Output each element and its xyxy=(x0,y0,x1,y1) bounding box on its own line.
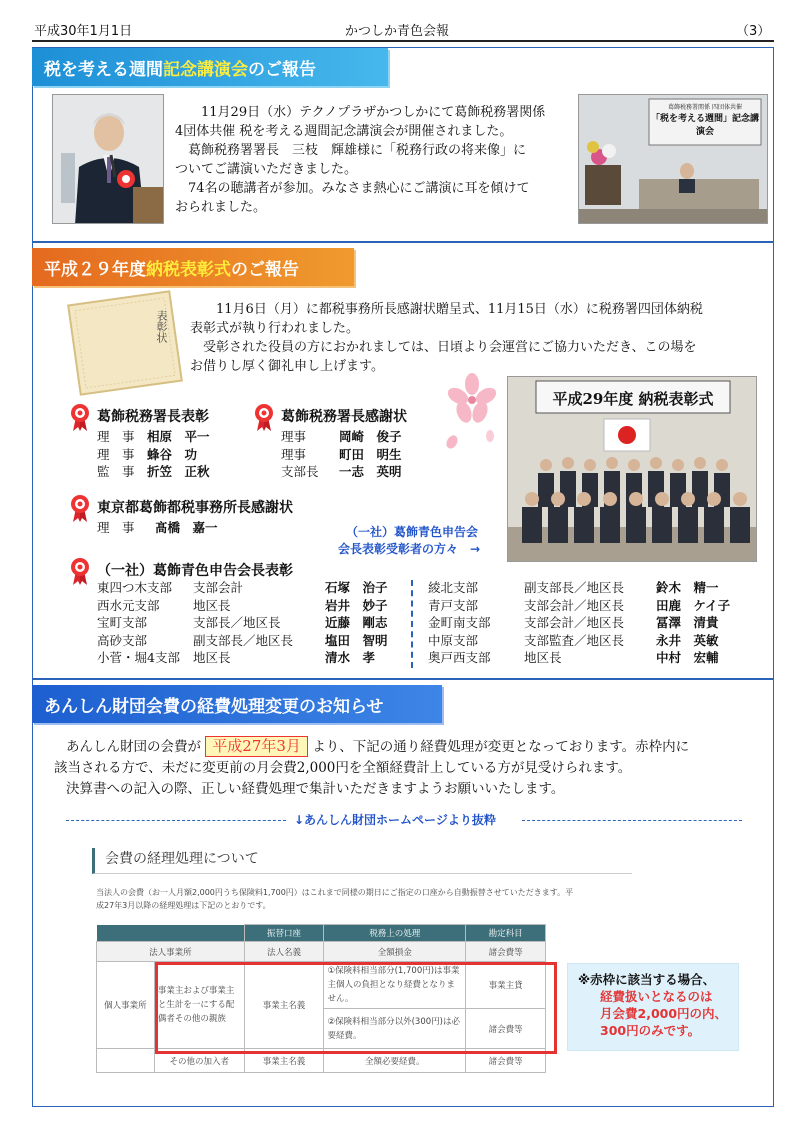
header-rule xyxy=(32,40,774,42)
award4-row: 中原支部 支部監査／地区長 永井 英敏 xyxy=(428,632,719,648)
table-row: 個人事業所 事業主および事業主と生計を一にする配偶者その他の親族 事業主名義 ①保険料相当部分(1,700円)は事業主個人の負担となり経費となりません。 事業主貸 xyxy=(97,962,546,1009)
award4-row: 金町南支部 支部会計／地区長 冨澤 清貴 xyxy=(428,615,719,631)
section2-line-2: 表彰式が執り行われました。 xyxy=(190,321,360,336)
section-divider-1 xyxy=(32,241,774,243)
cherry-blossom-decoration xyxy=(440,372,504,454)
section3-banner xyxy=(32,685,442,723)
award2-row: 支部長 一志 英明 xyxy=(281,464,402,480)
section-divider-2 xyxy=(32,678,774,680)
speaker-photo xyxy=(52,94,164,224)
award4-row: 宝町支部 支部長／地区長 近藤 剛志 xyxy=(97,615,388,631)
section1-body xyxy=(175,103,575,217)
award1-row: 監 事 折笠 正秋 xyxy=(97,464,210,480)
award4-row: 青戸支部 支部会計／地区長 田鹿 ケイ子 xyxy=(428,597,731,613)
award2-row: 理事 岡崎 俊子 xyxy=(281,429,402,444)
section2-line-3: 受彰された役員の方におかれましては、日頃より会運営にご協力いただき、この場を xyxy=(203,340,697,355)
award4-row: 高砂支部 副支部長／地区長 塩田 智明 xyxy=(97,632,388,648)
table-row: その他の加入者 事業主名義 全額必要経費。 諸会費等 xyxy=(97,1049,546,1073)
section1-title-highlight: 記念講演会 xyxy=(163,59,248,80)
photo-caption-line-2: 会長表彰受彰者の方々 → xyxy=(338,542,481,556)
section3-body xyxy=(54,736,764,800)
rosette-icon xyxy=(70,403,90,435)
section3-line-1: あんしん財団の会費が 平成27年3月 より、下記の通り経費処理が変更となっております。赤枠内に xyxy=(66,737,690,755)
issue-date: 平成30年1月1日 xyxy=(34,24,133,39)
lecture-sign-small: 葛飾税務署関係 四団体共催 xyxy=(668,104,742,111)
award1-list xyxy=(97,428,210,481)
award4-right-list xyxy=(428,579,730,667)
note-box xyxy=(567,963,739,1051)
section1-line-6: おられました。 xyxy=(175,200,267,215)
column-divider xyxy=(411,580,413,668)
section3-title: あんしん財団会費の経費処理変更のお知らせ xyxy=(44,696,384,717)
section1-line-3: 葛飾税務署署長 三枝 輝雄様に「税務行政の将来像」に xyxy=(188,143,527,158)
award4-left-list xyxy=(97,579,388,667)
section1-line-5: 74名の聴講者が参加。みなさま熱心にご講演に耳を傾けて xyxy=(188,181,530,196)
table-row: ②保険料相当部分以外(300円)は必要経費。 諸会費等 xyxy=(97,1009,546,1049)
header-account-title: 勘定科目 xyxy=(466,925,546,942)
award1-title: 葛飾税務署長表彰 xyxy=(97,409,209,425)
award4-row: 東四つ木支部 支部会計 石塚 治子 xyxy=(97,580,388,595)
source-note: ↓あんしん財団ホームページより抜粋 xyxy=(294,813,496,827)
section1-line-1: 11月29日（水）テクノプラザかつしかにて葛飾税務署関係 xyxy=(201,105,546,120)
section3-line-2: 該当される方で、未だに変更前の月会費2,000円を全額経費計上している方が見受けられます。 xyxy=(54,760,632,776)
award3-row: 理 事 髙橋 嘉一 xyxy=(97,520,218,535)
section2-banner xyxy=(32,248,354,286)
section1-line-2: 4団体共催 税を考える週間記念講演会が開催されました。 xyxy=(175,124,513,139)
rosette-icon xyxy=(254,403,274,435)
note-line-2: 経費扱いとなるのは xyxy=(600,989,713,1004)
note-line-3: 月会費2,000円の内、 xyxy=(600,1006,728,1021)
award4-row: 奥戸西支部 地区長 中村 宏輔 xyxy=(428,650,719,666)
award4-row: 西水元支部 地区長 岩井 妙子 xyxy=(97,597,388,613)
note-line-4: 300円のみです。 xyxy=(600,1023,701,1038)
rosette-icon xyxy=(70,557,90,589)
award3-list xyxy=(97,519,218,537)
header-account: 振替口座 xyxy=(244,925,324,942)
award2-list xyxy=(281,428,402,481)
award-group-photo xyxy=(507,376,757,562)
award1-row: 理 事 蜂谷 功 xyxy=(97,446,198,462)
excerpt-intro-line-2: 成27年3月以降の経理処理は下記のとおりです。 xyxy=(96,901,271,910)
section1-title-pre: 税を考える週間 xyxy=(44,59,163,80)
note-text xyxy=(578,971,727,1039)
section2-title-pre: 平成２９年度 xyxy=(44,259,146,280)
newsletter-title: かつしか青色会報 xyxy=(345,24,450,39)
section2-body xyxy=(190,300,760,376)
lecture-sign: 「税を考える週間」記念講演会 xyxy=(650,114,759,137)
section2-title-post: のご報告 xyxy=(231,259,299,280)
section1-title-post: のご報告 xyxy=(248,59,316,80)
excerpt-intro xyxy=(96,886,642,912)
certificate-text: 表彰状 xyxy=(155,310,168,343)
photo-caption xyxy=(338,524,480,558)
table-header-row xyxy=(97,925,546,942)
award4-row: 綾北支部 副支部長／地区長 鈴木 精一 xyxy=(428,580,719,595)
award2-row: 理事 町田 明生 xyxy=(281,446,402,462)
award2-title: 葛飾税務署長感謝状 xyxy=(281,409,407,425)
rosette-icon xyxy=(70,494,90,526)
excerpt-heading: 会費の経理処理について xyxy=(92,848,632,874)
note-line-1: ※赤枠に該当する場合、 xyxy=(578,972,716,987)
section1-line-4: ついてご講演いただきました。 xyxy=(175,162,358,177)
award1-row: 理 事 相原 平一 xyxy=(97,429,210,444)
header-tax-processing: 税務上の処理 xyxy=(324,925,466,942)
effective-date-highlight: 平成27年3月 xyxy=(205,736,308,757)
certificate-illustration xyxy=(64,288,186,398)
award4-title: （一社）葛飾青色申告会長表彰 xyxy=(97,563,293,579)
source-rule-left xyxy=(66,820,286,821)
award-ceremony-sign: 平成29年度 納税表彰式 xyxy=(552,390,714,408)
award4-row: 小菅・堀4支部 地区長 清水 孝 xyxy=(97,650,376,666)
section1-banner xyxy=(32,48,388,86)
excerpt-intro-line-1: 当法人の会費（お一人月額2,000円うち保険料1,700円）はこれまで同様の期日にご指定の口座から自動振替させていただきます。平 xyxy=(96,888,574,897)
photo-caption-line-1: （一社）葛飾青色申告会 xyxy=(346,525,479,539)
section3-line-3: 決算書への記入の際、正しい経費処理で集計いただきますようお願いいたします。 xyxy=(66,781,565,797)
red-highlight-frame xyxy=(155,962,557,1054)
source-rule-right xyxy=(522,820,742,821)
section2-title-highlight: 納税表彰式 xyxy=(146,259,231,280)
accounting-table-excerpt xyxy=(88,836,644,1100)
section2-line-1: 11月6日（月）に都税事務所長感謝状贈呈式、11月15日（水）に税務署四団体納税 xyxy=(216,302,703,317)
page-number: （3） xyxy=(736,24,771,39)
lecture-hall-photo xyxy=(578,94,768,224)
section2-line-4: お借りし厚く御礼申し上げます。 xyxy=(190,359,384,374)
award3-title: 東京都葛飾都税事務所長感謝状 xyxy=(97,500,293,516)
table-row: 法人事業所 法人名義 全額損金 諸会費等 xyxy=(97,942,546,962)
